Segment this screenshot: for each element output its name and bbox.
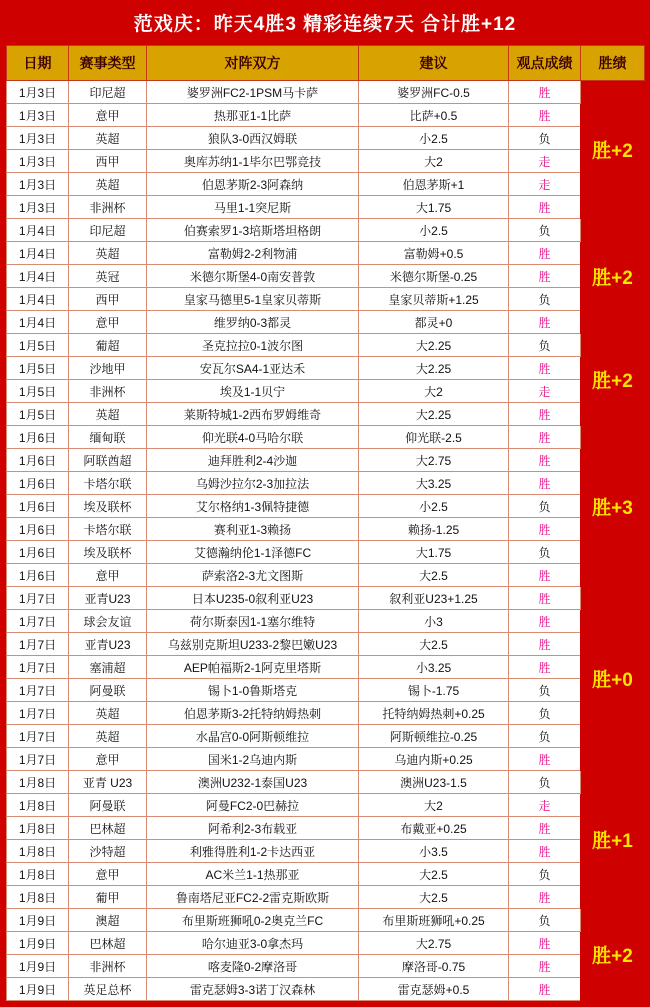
cell-match: 富勒姆2-2利物浦 <box>147 242 359 265</box>
cell-date: 1月7日 <box>7 587 69 610</box>
cell-match: AEP帕福斯2-1阿克里塔斯 <box>147 656 359 679</box>
predictions-table <box>6 45 645 1001</box>
cell-result: 胜 <box>509 886 581 909</box>
cell-match: 伯恩茅斯3-2托特纳姆热刺 <box>147 702 359 725</box>
table-row <box>7 771 645 794</box>
cell-advice: 大3.25 <box>359 472 509 495</box>
column-header-match: 对阵双方 <box>147 46 359 81</box>
cell-result: 胜 <box>509 817 581 840</box>
column-header-advice: 建议 <box>359 46 509 81</box>
cell-league: 英超 <box>69 127 147 150</box>
cell-date: 1月3日 <box>7 104 69 127</box>
cell-result: 胜 <box>509 426 581 449</box>
cell-match: 利雅得胜利1-2卡达西亚 <box>147 840 359 863</box>
cell-league: 英超 <box>69 725 147 748</box>
table-row <box>7 380 645 403</box>
cell-match: 奥库苏纳1-1毕尔巴鄂竞技 <box>147 150 359 173</box>
cell-match: 艾德瀚纳伦1-1泽德FC <box>147 541 359 564</box>
cell-date: 1月8日 <box>7 886 69 909</box>
cell-date: 1月8日 <box>7 817 69 840</box>
table-row <box>7 81 645 104</box>
cell-match: 乌兹别克斯坦U233-2黎巴嫩U23 <box>147 633 359 656</box>
cell-match: 喀麦隆0-2摩洛哥 <box>147 955 359 978</box>
cell-result: 负 <box>509 725 581 748</box>
cell-date: 1月7日 <box>7 633 69 656</box>
column-header-date: 日期 <box>7 46 69 81</box>
cell-date: 1月6日 <box>7 449 69 472</box>
cell-date: 1月3日 <box>7 196 69 219</box>
table-row <box>7 817 645 840</box>
table-row <box>7 840 645 863</box>
cell-advice: 大2.25 <box>359 403 509 426</box>
cell-date: 1月6日 <box>7 472 69 495</box>
cell-result: 胜 <box>509 196 581 219</box>
cell-advice: 比萨+0.5 <box>359 104 509 127</box>
cell-result: 负 <box>509 219 581 242</box>
cell-date: 1月5日 <box>7 357 69 380</box>
cell-date: 1月7日 <box>7 748 69 771</box>
cell-advice: 大2.25 <box>359 334 509 357</box>
table-row <box>7 265 645 288</box>
cell-league: 埃及联杯 <box>69 495 147 518</box>
cell-league: 印尼超 <box>69 81 147 104</box>
cell-league: 沙特超 <box>69 840 147 863</box>
cell-league: 缅甸联 <box>69 426 147 449</box>
cell-advice: 婆罗洲FC-0.5 <box>359 81 509 104</box>
cell-league: 意甲 <box>69 748 147 771</box>
cell-match: 日本U235-0叙利亚U23 <box>147 587 359 610</box>
cell-advice: 大2.25 <box>359 357 509 380</box>
cell-date: 1月4日 <box>7 219 69 242</box>
cell-match: 仰光联4-0马哈尔联 <box>147 426 359 449</box>
cell-advice: 布戴亚+0.25 <box>359 817 509 840</box>
cell-match: 狼队3-0西汉姆联 <box>147 127 359 150</box>
cell-date: 1月3日 <box>7 81 69 104</box>
cell-match: 皇家马德里5-1皇家贝蒂斯 <box>147 288 359 311</box>
cell-result: 胜 <box>509 81 581 104</box>
table-row <box>7 495 645 518</box>
cell-match: 迪拜胜利2-4沙迦 <box>147 449 359 472</box>
cell-advice: 大2.5 <box>359 633 509 656</box>
cell-result: 胜 <box>509 656 581 679</box>
table-row <box>7 748 645 771</box>
cell-date: 1月4日 <box>7 311 69 334</box>
cell-date: 1月8日 <box>7 771 69 794</box>
cell-advice: 赖扬-1.25 <box>359 518 509 541</box>
cell-date: 1月8日 <box>7 840 69 863</box>
table-row <box>7 564 645 587</box>
cell-league: 意甲 <box>69 104 147 127</box>
cell-match: 安瓦尔SA4-1亚达禾 <box>147 357 359 380</box>
cell-match: 国米1-2乌迪内斯 <box>147 748 359 771</box>
cell-date: 1月9日 <box>7 978 69 1001</box>
cell-result: 负 <box>509 541 581 564</box>
cell-advice: 大2.5 <box>359 886 509 909</box>
cell-result: 负 <box>509 334 581 357</box>
cell-date: 1月8日 <box>7 794 69 817</box>
cell-advice: 大2.5 <box>359 564 509 587</box>
cell-match: 埃及1-1贝宁 <box>147 380 359 403</box>
cell-date: 1月4日 <box>7 288 69 311</box>
cell-date: 1月3日 <box>7 150 69 173</box>
cell-match: 莱斯特城1-2西布罗姆维奇 <box>147 403 359 426</box>
cell-advice: 叙利亚U23+1.25 <box>359 587 509 610</box>
cell-win-total: 胜+0 <box>581 587 645 771</box>
cell-advice: 小3.5 <box>359 840 509 863</box>
table-row <box>7 104 645 127</box>
table-row <box>7 426 645 449</box>
cell-result: 胜 <box>509 932 581 955</box>
cell-league: 巴林超 <box>69 817 147 840</box>
cell-match: 萨索洛2-3尤文图斯 <box>147 564 359 587</box>
table-row <box>7 219 645 242</box>
cell-date: 1月8日 <box>7 863 69 886</box>
cell-result: 走 <box>509 173 581 196</box>
cell-league: 沙地甲 <box>69 357 147 380</box>
table-row <box>7 518 645 541</box>
cell-match: 水晶宫0-0阿斯顿维拉 <box>147 725 359 748</box>
cell-result: 胜 <box>509 265 581 288</box>
cell-league: 英冠 <box>69 265 147 288</box>
cell-match: 圣克拉拉0-1波尔图 <box>147 334 359 357</box>
table-row <box>7 173 645 196</box>
cell-date: 1月6日 <box>7 518 69 541</box>
cell-advice: 小3.25 <box>359 656 509 679</box>
cell-win-total: 胜+3 <box>581 426 645 587</box>
cell-league: 亚青U23 <box>69 587 147 610</box>
cell-date: 1月4日 <box>7 242 69 265</box>
cell-match: 热那亚1-1比萨 <box>147 104 359 127</box>
cell-win-total: 胜+2 <box>581 81 645 219</box>
cell-result: 负 <box>509 495 581 518</box>
cell-league: 非洲杯 <box>69 955 147 978</box>
cell-advice: 都灵+0 <box>359 311 509 334</box>
cell-league: 印尼超 <box>69 219 147 242</box>
table-row <box>7 587 645 610</box>
cell-result: 胜 <box>509 978 581 1001</box>
cell-result: 负 <box>509 909 581 932</box>
table-row <box>7 541 645 564</box>
cell-advice: 大2.75 <box>359 932 509 955</box>
cell-advice: 托特纳姆热刺+0.25 <box>359 702 509 725</box>
cell-match: 澳洲U232-1泰国U23 <box>147 771 359 794</box>
table-row <box>7 288 645 311</box>
cell-match: 维罗纳0-3都灵 <box>147 311 359 334</box>
cell-result: 负 <box>509 127 581 150</box>
cell-win-total: 胜+2 <box>581 219 645 334</box>
cell-result: 胜 <box>509 748 581 771</box>
cell-result: 胜 <box>509 564 581 587</box>
cell-advice: 小2.5 <box>359 495 509 518</box>
cell-league: 葡超 <box>69 334 147 357</box>
cell-match: 伯赛索罗1-3培斯塔坦格朗 <box>147 219 359 242</box>
cell-league: 英超 <box>69 403 147 426</box>
cell-match: AC米兰1-1热那亚 <box>147 863 359 886</box>
cell-match: 伯恩茅斯2-3阿森纳 <box>147 173 359 196</box>
cell-result: 胜 <box>509 357 581 380</box>
table-row <box>7 725 645 748</box>
cell-match: 哈尔迪亚3-0拿杰玛 <box>147 932 359 955</box>
cell-league: 意甲 <box>69 311 147 334</box>
cell-league: 亚青U23 <box>69 633 147 656</box>
cell-date: 1月5日 <box>7 334 69 357</box>
table-row <box>7 656 645 679</box>
cell-advice: 大1.75 <box>359 541 509 564</box>
table-header-row <box>7 46 645 81</box>
cell-advice: 小2.5 <box>359 127 509 150</box>
table-row <box>7 472 645 495</box>
table-row <box>7 311 645 334</box>
table-row <box>7 886 645 909</box>
cell-result: 负 <box>509 771 581 794</box>
cell-date: 1月7日 <box>7 656 69 679</box>
cell-league: 阿联酋超 <box>69 449 147 472</box>
cell-result: 胜 <box>509 518 581 541</box>
table-row <box>7 449 645 472</box>
cell-league: 亚青 U23 <box>69 771 147 794</box>
cell-result: 胜 <box>509 587 581 610</box>
cell-league: 葡甲 <box>69 886 147 909</box>
table-row <box>7 794 645 817</box>
cell-date: 1月7日 <box>7 679 69 702</box>
cell-result: 胜 <box>509 955 581 978</box>
cell-result: 走 <box>509 150 581 173</box>
table-row <box>7 909 645 932</box>
cell-result: 胜 <box>509 840 581 863</box>
cell-date: 1月6日 <box>7 495 69 518</box>
cell-match: 婆罗洲FC2-1PSM马卡萨 <box>147 81 359 104</box>
cell-result: 胜 <box>509 403 581 426</box>
cell-date: 1月7日 <box>7 702 69 725</box>
cell-advice: 小2.5 <box>359 219 509 242</box>
table-row <box>7 334 645 357</box>
cell-advice: 皇家贝蒂斯+1.25 <box>359 288 509 311</box>
table-row <box>7 403 645 426</box>
cell-league: 英足总杯 <box>69 978 147 1001</box>
cell-date: 1月9日 <box>7 909 69 932</box>
cell-league: 西甲 <box>69 150 147 173</box>
cell-date: 1月9日 <box>7 955 69 978</box>
table-row <box>7 978 645 1001</box>
cell-win-total: 胜+2 <box>581 909 645 1001</box>
table-row <box>7 127 645 150</box>
cell-result: 胜 <box>509 104 581 127</box>
cell-league: 卡塔尔联 <box>69 518 147 541</box>
column-header-win: 胜绩 <box>581 46 645 81</box>
cell-result: 负 <box>509 702 581 725</box>
table-row <box>7 633 645 656</box>
cell-advice: 乌迪内斯+0.25 <box>359 748 509 771</box>
cell-advice: 小3 <box>359 610 509 633</box>
cell-match: 锡卜1-0鲁斯塔克 <box>147 679 359 702</box>
cell-advice: 大2 <box>359 380 509 403</box>
table-row <box>7 955 645 978</box>
cell-advice: 澳洲U23-1.5 <box>359 771 509 794</box>
cell-result: 胜 <box>509 311 581 334</box>
cell-match: 艾尔格纳1-3佩特捷德 <box>147 495 359 518</box>
cell-date: 1月5日 <box>7 380 69 403</box>
cell-league: 卡塔尔联 <box>69 472 147 495</box>
cell-league: 意甲 <box>69 564 147 587</box>
cell-result: 胜 <box>509 610 581 633</box>
table-row <box>7 196 645 219</box>
cell-match: 布里斯班狮吼0-2奥克兰FC <box>147 909 359 932</box>
cell-advice: 仰光联-2.5 <box>359 426 509 449</box>
cell-date: 1月5日 <box>7 403 69 426</box>
cell-league: 阿曼联 <box>69 679 147 702</box>
column-header-result: 观点成绩 <box>509 46 581 81</box>
cell-match: 阿希利2-3布载亚 <box>147 817 359 840</box>
cell-date: 1月3日 <box>7 127 69 150</box>
cell-result: 胜 <box>509 633 581 656</box>
cell-date: 1月6日 <box>7 426 69 449</box>
cell-result: 负 <box>509 679 581 702</box>
cell-date: 1月7日 <box>7 725 69 748</box>
table-row <box>7 150 645 173</box>
cell-match: 荷尔斯泰因1-1塞尔维特 <box>147 610 359 633</box>
cell-league: 埃及联杯 <box>69 541 147 564</box>
cell-league: 意甲 <box>69 863 147 886</box>
cell-match: 鲁南塔尼亚FC2-2雷克斯欧斯 <box>147 886 359 909</box>
cell-league: 塞浦超 <box>69 656 147 679</box>
cell-result: 走 <box>509 380 581 403</box>
cell-match: 雷克瑟姆3-3诺丁汉森林 <box>147 978 359 1001</box>
cell-match: 米德尔斯堡4-0南安普敦 <box>147 265 359 288</box>
table-row <box>7 679 645 702</box>
cell-date: 1月9日 <box>7 932 69 955</box>
cell-date: 1月3日 <box>7 173 69 196</box>
cell-advice: 阿斯顿维拉-0.25 <box>359 725 509 748</box>
page-title: 范戏庆：昨天4胜3 精彩连续7天 合计胜+12 <box>133 14 517 35</box>
cell-date: 1月4日 <box>7 265 69 288</box>
cell-date: 1月6日 <box>7 541 69 564</box>
table-row <box>7 610 645 633</box>
cell-league: 非洲杯 <box>69 380 147 403</box>
table-row <box>7 932 645 955</box>
cell-league: 西甲 <box>69 288 147 311</box>
cell-result: 负 <box>509 863 581 886</box>
cell-match: 赛利亚1-3赖扬 <box>147 518 359 541</box>
cell-advice: 伯恩茅斯+1 <box>359 173 509 196</box>
cell-advice: 大2.5 <box>359 863 509 886</box>
cell-date: 1月7日 <box>7 610 69 633</box>
cell-league: 球会友谊 <box>69 610 147 633</box>
cell-advice: 大1.75 <box>359 196 509 219</box>
cell-result: 胜 <box>509 472 581 495</box>
cell-advice: 大2 <box>359 150 509 173</box>
cell-league: 澳超 <box>69 909 147 932</box>
cell-result: 负 <box>509 288 581 311</box>
table-row <box>7 242 645 265</box>
cell-advice: 摩洛哥-0.75 <box>359 955 509 978</box>
cell-advice: 米德尔斯堡-0.25 <box>359 265 509 288</box>
cell-league: 英超 <box>69 242 147 265</box>
cell-league: 非洲杯 <box>69 196 147 219</box>
cell-result: 胜 <box>509 449 581 472</box>
cell-league: 英超 <box>69 702 147 725</box>
table-row <box>7 702 645 725</box>
cell-league: 英超 <box>69 173 147 196</box>
cell-match: 阿曼FC2-0巴赫拉 <box>147 794 359 817</box>
cell-advice: 布里斯班狮吼+0.25 <box>359 909 509 932</box>
cell-advice: 锡卜-1.75 <box>359 679 509 702</box>
table-row <box>7 357 645 380</box>
cell-match: 马里1-1突尼斯 <box>147 196 359 219</box>
cell-match: 乌姆沙拉尔2-3加拉法 <box>147 472 359 495</box>
cell-league: 阿曼联 <box>69 794 147 817</box>
table-row <box>7 863 645 886</box>
cell-win-total: 胜+2 <box>581 334 645 426</box>
cell-result: 胜 <box>509 242 581 265</box>
cell-result: 走 <box>509 794 581 817</box>
cell-advice: 雷克瑟姆+0.5 <box>359 978 509 1001</box>
cell-advice: 富勒姆+0.5 <box>359 242 509 265</box>
cell-league: 巴林超 <box>69 932 147 955</box>
cell-advice: 大2.75 <box>359 449 509 472</box>
cell-advice: 大2 <box>359 794 509 817</box>
cell-date: 1月6日 <box>7 564 69 587</box>
cell-win-total: 胜+1 <box>581 771 645 909</box>
column-header-league: 赛事类型 <box>69 46 147 81</box>
table-body <box>7 81 645 1001</box>
